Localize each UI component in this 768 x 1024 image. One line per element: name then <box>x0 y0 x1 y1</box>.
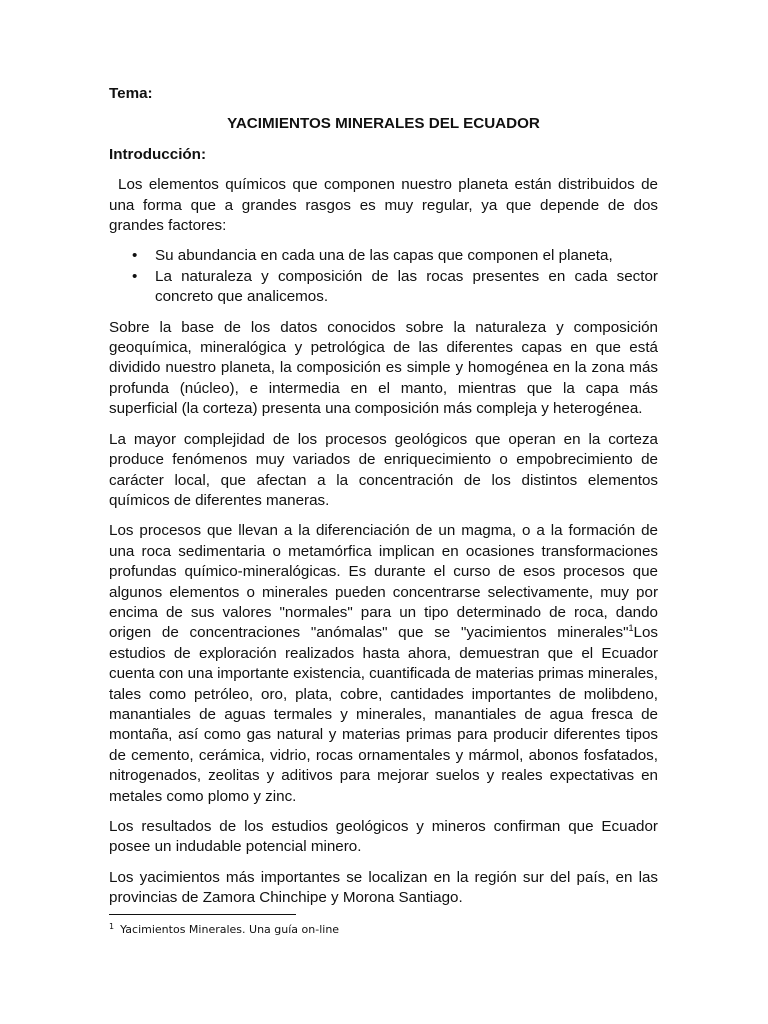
footnote-reference[interactable]: 1 <box>628 623 634 634</box>
document-body <box>109 84 658 919</box>
list-item <box>109 246 658 266</box>
footnote-separator <box>109 914 296 915</box>
bullet-icon: • <box>132 267 138 285</box>
intro-paragraph: Los elementos químicos que componen nuestro planeta están distribuidos de una forma que a grandes rasgos es muy regular, ya que depende de dos grandes factores: <box>109 176 658 235</box>
paragraph-processes-part2: Los estudios de exploración realizados hasta ahora, demuestran que el Ecuador cuenta con una importante existencia, cuantificada de materias primas minerales, tales como petróleo, oro, plata, cobre, cantidades importantes de molibdeno, manantiales de aguas termales y minerales, manantiales de agua fresca de montaña, así como gas natural y materias primas para producir diferentes tipos de cemento, cerámica, vidrio, rocas ornamentales y mármol, abonos fosfatados, nitrogenados, zeolitas y aditivos para mejorar suelos y reales expectativas en metales como plomo y zinc. <box>109 624 658 805</box>
list-item <box>109 267 658 308</box>
factors-list <box>109 246 658 307</box>
paragraph-complexity: La mayor complejidad de los procesos geológicos que operan en la corteza produce fenómenos muy variados de enriquecimiento o empobrecimiento de carácter local, que afectan a la concentración de los distintos elementos químicos de diferentes maneras. <box>109 430 658 509</box>
footnote <box>109 920 339 937</box>
paragraph-processes-part1: Los procesos que llevan a la diferenciación de un magma, o a la formación de una roca sedimentaria o metamórfica implican en ocasiones transformaciones profundas químico-mineralógicas. Es durante el curso de esos procesos que algunos elementos o minerales pueden concentrarse selectivamente, muy por encima de sus valores "normales" para un tipo determinado de roca, dando origen de concentraciones "anómalas" que se "yacimientos minerales" <box>109 522 658 642</box>
footnote-number: 1 <box>109 922 115 931</box>
footnote-text: Yacimientos Minerales. Una guía on-line <box>120 923 340 936</box>
list-item-text: La naturaleza y composición de las rocas presentes en cada sector concreto que analicemos. <box>155 267 658 306</box>
paragraph-composition: Sobre la base de los datos conocidos sobre la naturaleza y composición geoquímica, mineralógica y petrológica de las diferentes capas en que está dividido nuestro planeta, la composición es simple y homogénea en la zona más profunda (núcleo), e intermedia en el manto, mientras que la capa más superficial (la corteza) presenta una composición más compleja y heterogénea. <box>109 318 658 418</box>
bullet-icon: • <box>132 247 138 265</box>
list-item-text: Su abundancia en cada una de las capas que componen el planeta, <box>155 247 613 265</box>
introduction-heading: Introducción: <box>109 145 207 163</box>
document-title: YACIMIENTOS MINERALES DEL ECUADOR <box>227 115 540 133</box>
paragraph-processes <box>109 521 658 807</box>
paragraph-locations: Los yacimientos más importantes se localizan en la región sur del país, en las provincias de Zamora Chinchipe y Morona Santiago. <box>109 868 658 907</box>
paragraph-results: Los resultados de los estudios geológicos y mineros confirman que Ecuador posee un indudable potencial minero. <box>109 818 658 856</box>
tema-label: Tema: <box>109 85 153 102</box>
